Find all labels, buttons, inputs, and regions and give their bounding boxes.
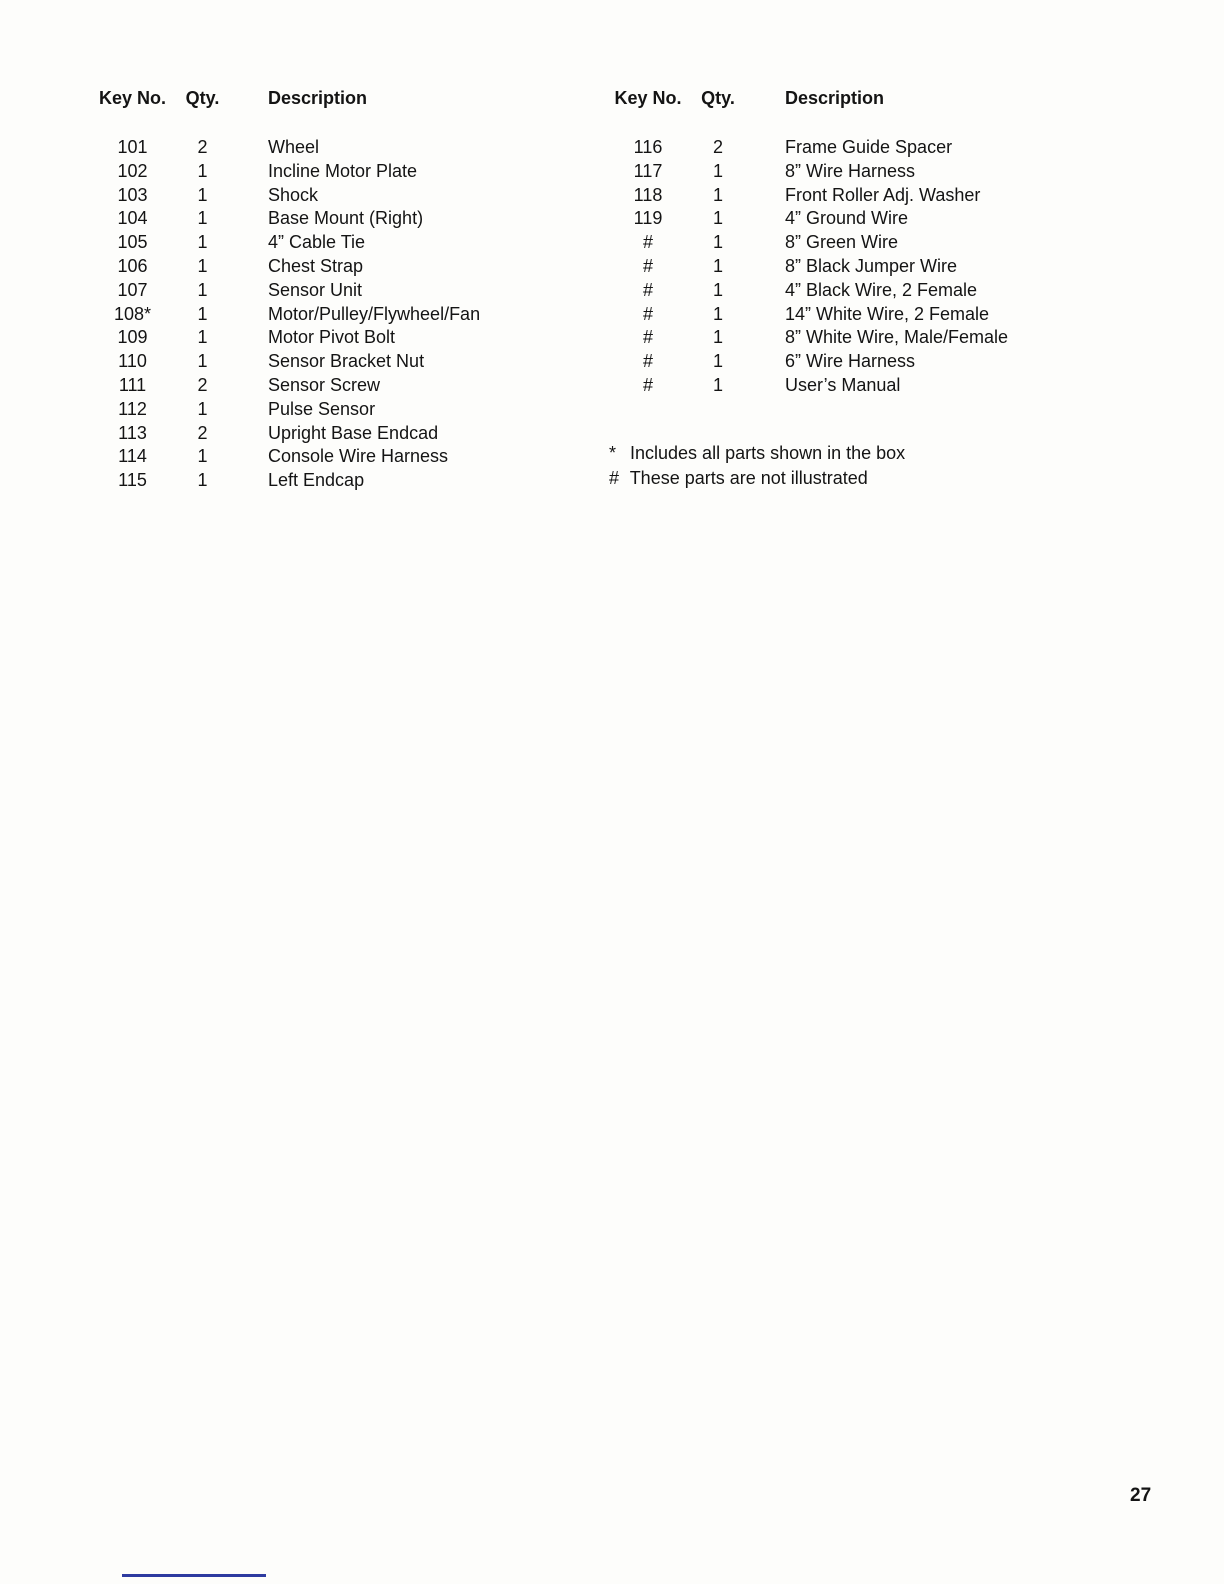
part-key-no: # (642, 255, 653, 276)
part-description: Front Roller Adj. Washer (785, 184, 981, 205)
part-qty: 1 (197, 160, 208, 181)
part-key-no: # (642, 279, 653, 300)
part-key-no: 112 (118, 398, 147, 419)
part-key-no: 110 (118, 351, 147, 372)
part-key-no: 115 (118, 470, 147, 491)
part-description: Left Endcap (268, 470, 365, 491)
part-key-no: # (642, 351, 653, 372)
part-qty: 2 (197, 374, 208, 395)
parts-table-left-body (95, 136, 575, 493)
part-key-no: 117 (633, 160, 663, 181)
parts-row (95, 136, 575, 160)
parts-row (95, 255, 575, 279)
part-description: Shock (268, 184, 319, 205)
part-key-no: 119 (633, 208, 663, 229)
parts-table-right (612, 88, 1112, 398)
col-header-qty: Qty. (185, 88, 220, 108)
part-description: 8” Green Wire (785, 232, 899, 253)
footnote-text: These parts are not illustrated (629, 467, 868, 488)
part-key-no: 105 (117, 232, 148, 253)
part-qty: 1 (197, 303, 208, 324)
part-qty: 2 (712, 137, 723, 157)
col-header-qty: Qty. (701, 88, 735, 108)
col-header-key-no: Key No. (614, 88, 682, 108)
parts-row (95, 303, 575, 327)
footnote-included-parts (609, 441, 905, 466)
part-description: Sensor Bracket Nut (268, 351, 425, 372)
part-description: Base Mount (Right) (268, 208, 424, 229)
parts-row (95, 207, 575, 231)
page-number: 27 (1130, 1485, 1152, 1506)
parts-row (612, 350, 1112, 374)
part-description: Motor/Pulley/Flywheel/Fan (268, 303, 481, 324)
parts-table-right-header (612, 88, 1112, 108)
parts-row (95, 350, 575, 374)
part-key-no: 116 (633, 137, 663, 157)
parts-row (612, 326, 1112, 350)
part-key-no: 103 (117, 184, 148, 205)
part-key-no: 114 (118, 446, 147, 467)
parts-row (612, 374, 1112, 398)
part-qty: 1 (712, 184, 723, 205)
part-qty: 2 (197, 422, 208, 443)
parts-table-right-body (612, 136, 1112, 398)
part-key-no: 108* (113, 303, 152, 324)
part-description: 14” White Wire, 2 Female (785, 303, 990, 324)
part-description: Frame Guide Spacer (785, 137, 953, 157)
parts-table-left-header (95, 88, 575, 108)
part-key-no: # (642, 327, 653, 348)
part-qty: 1 (197, 470, 208, 491)
parts-table-left (95, 88, 575, 493)
part-description: 8” Black Jumper Wire (785, 255, 958, 276)
footnote-not-illustrated (609, 466, 905, 491)
parts-row (612, 207, 1112, 231)
part-description: 4” Ground Wire (785, 208, 909, 229)
part-description: Sensor Unit (268, 279, 363, 300)
part-key-no: 102 (117, 160, 148, 181)
parts-row (612, 184, 1112, 208)
footnotes (609, 441, 905, 490)
part-qty: 1 (712, 255, 723, 276)
part-key-no: # (642, 232, 653, 253)
part-key-no: 101 (117, 137, 148, 157)
parts-row (95, 445, 575, 469)
part-description: Console Wire Harness (268, 446, 449, 467)
parts-row (95, 422, 575, 446)
part-description: Motor Pivot Bolt (268, 327, 396, 348)
parts-row (612, 279, 1112, 303)
part-key-no: 104 (117, 208, 148, 229)
part-description: Upright Base Endcad (268, 422, 439, 443)
parts-row (95, 160, 575, 184)
parts-row (95, 469, 575, 493)
part-qty: 1 (197, 279, 208, 300)
part-key-no: 107 (117, 279, 148, 300)
part-key-no: 111 (118, 374, 147, 395)
part-qty: 1 (712, 303, 723, 324)
parts-row (95, 184, 575, 208)
parts-row (95, 374, 575, 398)
footnote-marker-asterisk: * (609, 443, 617, 463)
part-key-no: 106 (117, 255, 148, 276)
part-qty: 1 (712, 232, 723, 253)
part-description: 6” Wire Harness (785, 351, 916, 372)
footnote-marker-hash: # (609, 467, 620, 488)
part-qty: 1 (197, 327, 208, 348)
part-description: 8” Wire Harness (785, 160, 916, 181)
part-description: Pulse Sensor (268, 398, 376, 419)
part-qty: 1 (712, 279, 723, 300)
part-qty: 1 (712, 351, 723, 372)
part-qty: 1 (197, 208, 208, 229)
part-description: Incline Motor Plate (268, 160, 418, 181)
footnote-text: Includes all parts shown in the box (630, 443, 906, 463)
parts-row (612, 255, 1112, 279)
part-description: 4” Cable Tie (268, 232, 366, 253)
parts-row (95, 326, 575, 350)
part-qty: 1 (197, 255, 208, 276)
parts-row (95, 398, 575, 422)
col-header-key-no: Key No. (98, 88, 167, 108)
col-header-description: Description (268, 88, 368, 108)
part-description: User’s Manual (785, 374, 901, 395)
part-description: Wheel (268, 137, 320, 157)
part-qty: 1 (712, 160, 723, 181)
parts-row (612, 303, 1112, 327)
part-qty: 1 (197, 398, 208, 419)
part-qty: 1 (197, 232, 208, 253)
part-qty: 1 (197, 351, 208, 372)
part-qty: 1 (197, 184, 208, 205)
col-header-description: Description (785, 88, 885, 108)
part-qty: 1 (712, 327, 723, 348)
part-qty: 1 (712, 208, 723, 229)
part-qty: 1 (712, 374, 723, 395)
part-description: Sensor Screw (268, 374, 381, 395)
parts-row (612, 160, 1112, 184)
part-description: Chest Strap (268, 255, 364, 276)
part-key-no: 109 (117, 327, 148, 348)
parts-row (612, 231, 1112, 255)
part-key-no: # (642, 374, 653, 395)
part-qty: 2 (197, 137, 208, 157)
parts-row (95, 231, 575, 255)
parts-row (612, 136, 1112, 160)
parts-row (95, 279, 575, 303)
footer-line (122, 1574, 266, 1577)
part-description: 8” White Wire, Male/Female (785, 327, 1009, 348)
part-description: 4” Black Wire, 2 Female (785, 279, 978, 300)
part-key-no: 118 (633, 184, 663, 205)
part-qty: 1 (197, 446, 208, 467)
part-key-no: # (642, 303, 653, 324)
part-key-no: 113 (118, 422, 147, 443)
